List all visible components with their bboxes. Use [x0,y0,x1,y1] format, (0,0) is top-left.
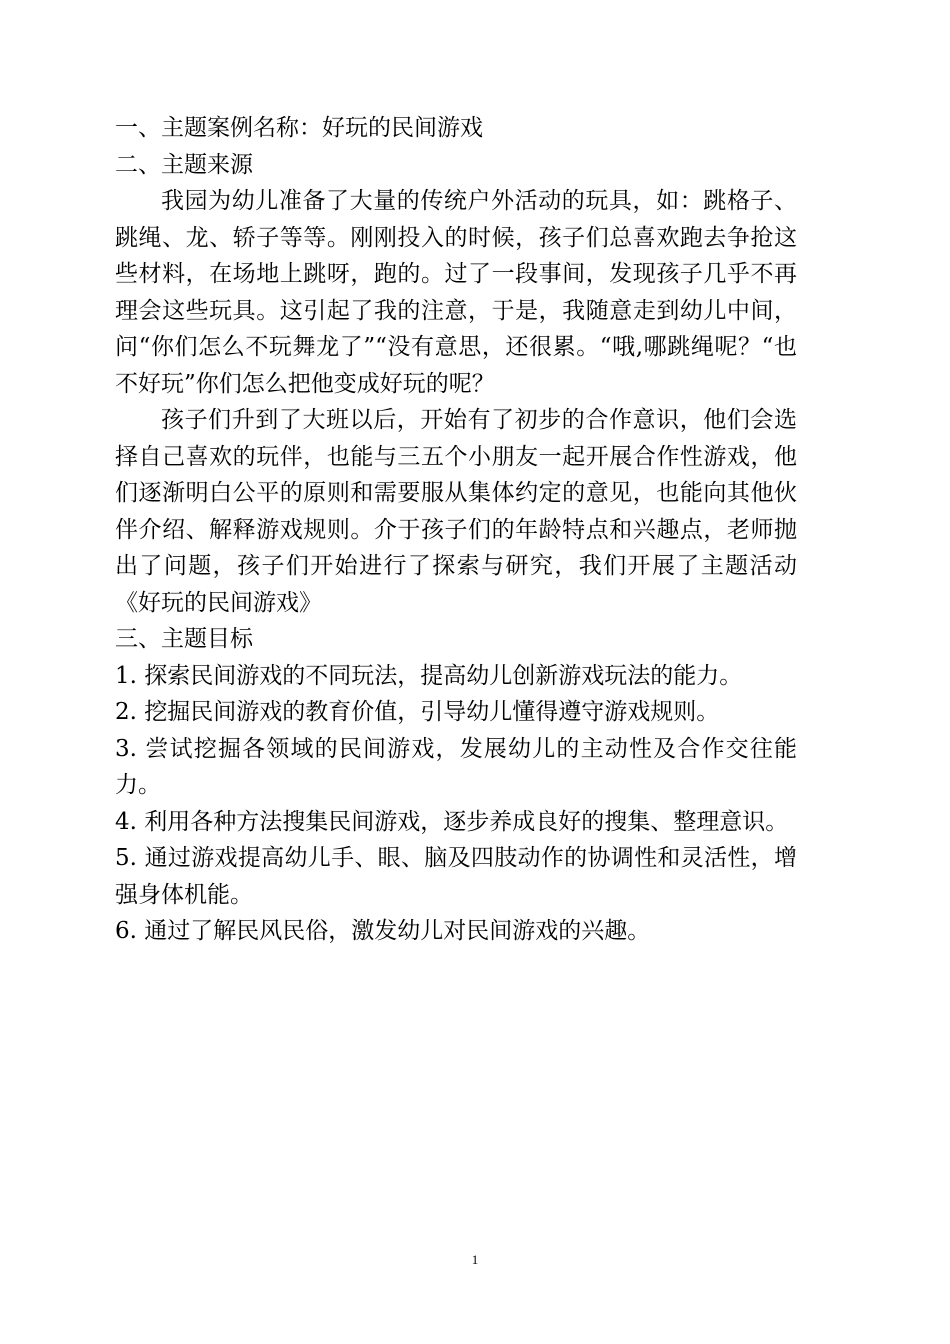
section-heading-goals: 三、主题目标 [115,626,253,652]
goal-item: 6. 通过了解民风民俗，激发幼儿对民间游戏的兴趣。 [115,918,651,944]
section-heading-source: 二、主题来源 [115,151,253,178]
document-body [115,110,797,950]
goal-item: 1. 探索民间游戏的不同玩法，提高幼儿创新游戏玩法的能力。 [115,662,743,689]
goal-item: 5. 通过游戏提高幼儿手、眼、脑及四肢动作的协调性和灵活性，增强身体机能。 [115,845,797,908]
goal-item: 3. 尝试挖掘各领域的民间游戏，发展幼儿的主动性及合作交往能力。 [115,735,797,798]
body-paragraph-1: 我园为幼儿准备了大量的传统户外活动的玩具，如：跳格子、跳绳、龙、轿子等等。刚刚投入的时候，孩子们总喜欢跑去争抢这些材料，在场地上跳呀，跑的。过了一段事间，发现孩子几乎不再理会这些玩具。这引起了我的注意，于是，我随意走到幼儿中间，问“你们怎么不玩舞龙了”“没有意思，还很累。“哦,哪跳绳呢？“也不好玩”你们怎么把他变成好玩的呢？ [115,188,797,397]
body-paragraph-2: 孩子们升到了大班以后，开始有了初步的合作意识，他们会选择自己喜欢的玩伴，也能与三五个小朋友一起开展合作性游戏，他们逐渐明白公平的原则和需要服从集体约定的意见，也能向其他伙伴介绍、解释游戏规则。介于孩子们的年龄特点和兴趣点，老师抛出了问题，孩子们开始进行了探索与研究，我们开展了主题活动《好玩的民间游戏》 [115,407,797,616]
goal-item: 4. 利用各种方法搜集民间游戏，逐步养成良好的搜集、整理意识。 [115,808,789,835]
goal-item: 2. 挖掘民间游戏的教育价值，引导幼儿懂得遵守游戏规则。 [115,699,720,725]
page-number: 1 [471,1252,479,1267]
section-heading-title: 一、主题案例名称：好玩的民间游戏 [115,115,483,141]
